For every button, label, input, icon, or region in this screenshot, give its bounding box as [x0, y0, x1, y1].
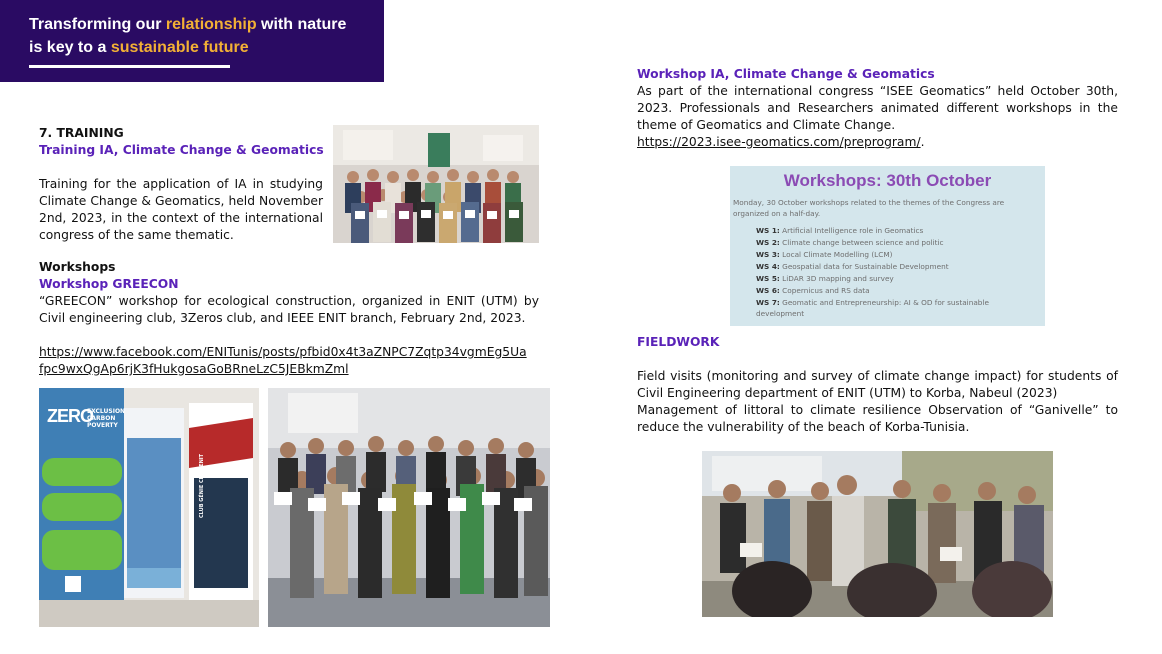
training-body-line-4: congress of the same thematic.	[39, 228, 234, 242]
training-group-photo	[333, 125, 539, 243]
zero-banner-title: ZERO	[47, 406, 94, 426]
geomatics-workshop-link-row: https://2023.isee-geomatics.com/preprogram/.	[637, 135, 925, 149]
workshop-item-6: WS 6: Copernicus and RS data	[756, 286, 870, 295]
workshop-item-3: WS 3: Local Climate Modelling (LCM)	[756, 250, 893, 259]
workshops-card-title: Workshops: 30th October	[783, 171, 992, 190]
club-banner-label: CLUB GÉNIE CIVIL ENIT	[199, 453, 205, 518]
geomatics-workshop-line-2: 2023. Professionals and Researchers animated different workshops in the	[637, 101, 1118, 115]
training-body-line-1: Training for the application of IA in studying	[39, 177, 323, 191]
workshop-item-7-continuation: development	[756, 309, 805, 318]
training-body-line-3: 2nd, 2023, in the context of the international	[39, 211, 323, 225]
training-subheading: Training IA, Climate Change & Geomatics	[39, 143, 324, 157]
zero-banner-subtitle: EXCLUSION CARBON POVERTY	[87, 408, 126, 429]
greecon-body-line-2: Civil engineering club, 3Zeros club, and IEEE ENIT branch, February 2nd, 2023.	[39, 311, 526, 325]
greecon-facebook-link-line-2[interactable]: fpc9wxQgAp6rjK3fHukgosaGoBRneLzC5JEBkmZml	[39, 362, 349, 376]
workshop-item-2: WS 2: Climate change between science and politic	[756, 238, 944, 247]
isee-preprogram-link[interactable]: https://2023.isee-geomatics.com/preprogram/	[637, 135, 921, 149]
greecon-body-line-1: “GREECON” workshop for ecological construction, organized in ENIT (UTM) by	[39, 294, 539, 308]
fieldwork-line-3: Management of littoral to climate resilience Observation of “Ganivelle” to	[637, 403, 1118, 417]
training-heading: 7. TRAINING	[39, 126, 124, 140]
geomatics-workshop-line-1: As part of the international congress “ISEE Geomatics” held October 30th,	[637, 84, 1118, 98]
banner-highlight-sustainable: sustainable future	[110, 39, 249, 56]
greecon-heading: Workshop GREECON	[39, 277, 179, 291]
workshop-item-1: WS 1: Artificial Intelligence role in Geomatics	[756, 226, 924, 235]
banner-line-2: is key to a sustainable future	[29, 39, 249, 56]
greecon-rollup-banners-photo	[39, 388, 259, 627]
workshop-item-5: WS 5: LiDAR 3D mapping and survey	[756, 274, 894, 283]
workshops-heading: Workshops	[39, 260, 116, 274]
greecon-facebook-link-line-1[interactable]: https://www.facebook.com/ENITunis/posts/pfbid0x4t3aZNPC7Zqtp34vgmEg5Ua	[39, 345, 527, 359]
fieldwork-line-2: Civil Engineering department of ENIT (UTM) to Korba, Nabeul (2023)	[637, 386, 1058, 400]
workshops-card-intro: Monday, 30 October workshops related to the themes of the Congress are organized on a half-day.	[733, 198, 1005, 218]
workshop-item-4: WS 4: Geospatial data for Sustainable Development	[756, 262, 949, 271]
geomatics-workshop-line-3: theme of Geomatics and Climate Change.	[637, 118, 896, 132]
fieldwork-line-1: Field visits (monitoring and survey of climate change impact) for students of	[637, 369, 1118, 383]
training-body-line-2: Climate Change & Geomatics, held November	[39, 194, 323, 208]
geomatics-workshop-heading: Workshop IA, Climate Change & Geomatics	[637, 67, 935, 81]
fieldwork-photo	[702, 451, 1053, 617]
banner-line-1: Transforming our relationship with nature	[29, 16, 347, 33]
banner-underline	[29, 65, 230, 68]
fieldwork-line-4: reduce the vulnerability of the beach of Korba-Tunisia.	[637, 420, 970, 434]
fieldwork-heading: FIELDWORK	[637, 335, 720, 349]
header-banner	[0, 0, 384, 82]
banner-highlight-relationship: relationship	[165, 16, 257, 33]
workshops-30-october-card	[730, 166, 1045, 326]
greecon-group-photo	[268, 388, 550, 627]
workshop-item-7: WS 7: Geomatic and Entrepreneurship: AI & OD for sustainable	[756, 298, 989, 307]
